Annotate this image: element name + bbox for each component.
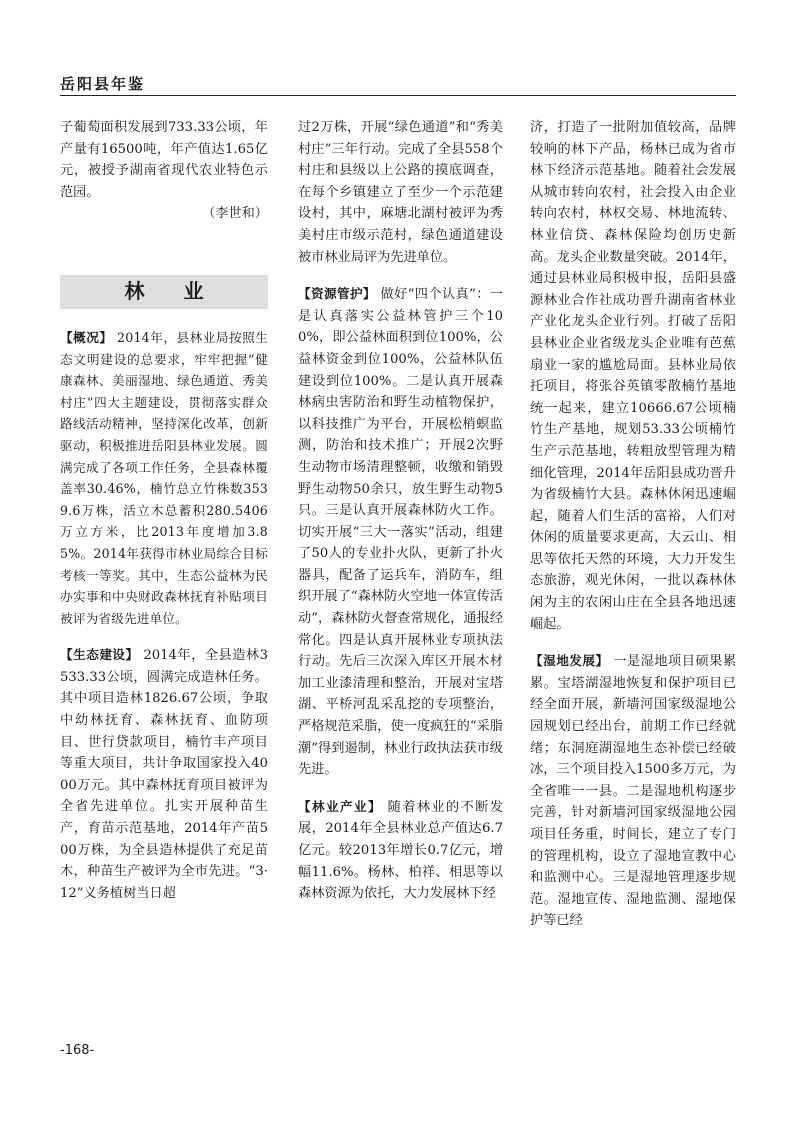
- overview-tag: 【概况】: [60, 329, 113, 345]
- continued-paragraph: 过2万株，开展“绿色通道”和“秀美村庄”三年行动。完成了全县558个村庄和县级以上公路的摸底调查，在每个乡镇建立了至少一个示范建设村，其中，麻塘北湖村被评为秀美村庄市级示范村，绿色通道建设被市林业局评为先进单位。: [298, 120, 503, 265]
- continued-paragraph: 济，打造了一批附加值较高，品牌较响的林下产品，杨林已成为省市林下经济示范基地。随着社会发展从城市转向农村，社会投入由企业转向农村，林权交易、林地流转、林业信贷、森林保险均创历史新高。龙头企业数量突破。2014年，通过县林业局积极申报，岳阳县盛源林业合作社成功晋升湖南省林业产业化龙头企业行列。打破了岳阳县林业企业省级龙头企业唯有芭蕉扇业一家的尴尬局面。县林业局依托项目，将张谷英镇零散楠竹基地统一起来，建立10666.67公顷楠竹生产基地，规划53.33公顷楠竹生产示范基地，转粗放型管理为精细化管理，2014年岳阳县成功晋升为省级楠竹大县。森林休闲迅速崛起，随着人们生活的富裕，人们对休闲的质量要求更高，大云山、相思等依托天然的环境，大力开发生态旅游，观光休闲，一批以森林休闲为主的农闲山庄在全县各地迅速崛起。: [530, 120, 736, 632]
- continued-paragraph: 子葡萄面积发展到733.33公顷，年产量有16500吨，年产值达1.65亿元，被授予湖南省现代农业特色示范园。: [60, 120, 268, 200]
- resource-paragraph: [298, 283, 503, 781]
- header-divider: [60, 95, 736, 96]
- overview-paragraph: [60, 327, 268, 629]
- resource-text: 做好“四个认真”：一是认真落实公益林管护三个100%，即公益林面积到位100%，公益林资金到位100%，公益林队伍建设到位100%。二是认真开展森林病虫害防治和野生动植物保护，以科技推广为平台，开展松梢螟监测，防治和技术推广；开展2次野生动物市场清理整顿，收缴和销毁野生动物50余只，放生野生动物5只。三是认真开展森林防火工作。切实开展“三大一落实”活动，组建了50人的专业扑火队，更新了扑火器具，配备了运兵车，消防车，组织开展了“森林防火空地一体宣传活动”，森林防火督查常规化，通报经常化。四是认真开展林业专项执法行动。先后三次深入库区开展木材加工业漆清理和整治，开展对宝塔湖、平桥河乱采乱挖的专项整治，严格规范采脂，使一度疯狂的“采脂潮”得到遏制，林业行政执法获市级先进。: [298, 287, 503, 778]
- eco-paragraph: [60, 644, 268, 904]
- wetland-text: 一是湿地项目硕果累累。宝塔湖湿地恢复和保护项目已经全面开展，新墙河国家级湿地公园规划已经出台，前期工作已经就绪；东洞庭湖湿地生态补偿已经破冰，三个项目投入1500多万元，为全省唯一一县。二是湿地机构逐步完善，针对新墙河国家级湿地公园项目任务重，时间长，建立了专门的管理机构，设立了湿地宣教中心和监测中心。三是湿地管理逐步规范。湿地宣传、湿地监测、湿地保护等已经: [530, 654, 737, 929]
- yearbook-title: 岳阳县年鉴: [60, 75, 146, 93]
- page-number: -168-: [60, 1043, 95, 1058]
- eco-text: 2014年，全县造林3533.33公顷，圆满完成造林任务。其中项目造林1826.67公顷，争取中幼林抚育、森林抚育、血防项目、世行贷款项目，楠竹丰产项目等重大项目，共计争取国家投入4000万元。其中森林抚育项目被评为全省先进单位。扎实开展种苗生产，育苗示范基地，2014年产苗500万株，为全县造林提供了充足苗木，种苗生产被评为全市先进。“3·12”义务植树当日超: [60, 648, 268, 901]
- author-signature: （李世和）: [202, 206, 268, 222]
- industry-tag: 【林业产业】: [298, 798, 383, 814]
- section-title: 林 业: [124, 279, 220, 304]
- industry-text: 随着林业的不断发展，2014年全县林业总产值达6.7亿元。较2013年增长0.7亿元，增幅11.6%。杨林、柏祥、相思等以森林资源为依托，大力发展林下经: [298, 799, 504, 902]
- wetland-paragraph: [530, 650, 736, 932]
- column-2: [298, 117, 503, 905]
- wetland-tag: 【湿地发展】: [530, 653, 609, 669]
- resource-tag: 【资源管护】: [298, 286, 376, 302]
- eco-tag: 【生态建设】: [60, 647, 139, 663]
- industry-paragraph: [298, 796, 503, 905]
- section-banner: [60, 275, 268, 309]
- column-1: [60, 117, 268, 904]
- overview-text: 2014年，县林业局按照生态文明建设的总要求，牢牢把握“健康森林、美丽湿地、绿色通道、秀美村庄”四大主题建设，贯彻落实群众路线活动精神，坚持深化改革，创新驱动，积极推进岳阳县林业发展。圆满完成了各项工作任务，全县森林覆盖率30.46%，楠竹总立竹株数3539.6万株，活立木总蓄积280.5406万立方米，比2013年度增加3.85%。2014年获得市林业局综合目标考核一等奖。其中，生态公益林为民办实事和中央财政森林抚育补贴项目被评为省级先进单位。: [60, 329, 268, 626]
- column-3: [530, 117, 736, 932]
